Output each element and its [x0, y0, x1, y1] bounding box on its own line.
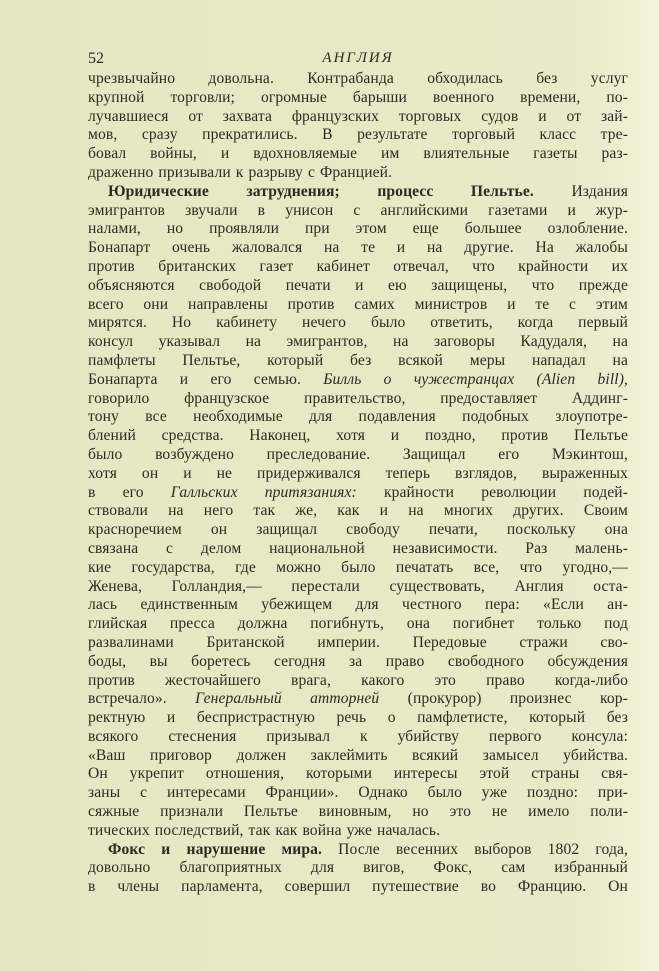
text-run: против британских газет кабинет отвечал, что крайности их: [88, 257, 628, 275]
page-header: [88, 50, 628, 70]
text-line: [88, 277, 628, 296]
text-line: [88, 765, 628, 784]
text-line: [88, 634, 628, 653]
text-run: Бонапарт очень жаловался на те и на другие. На жалобы: [88, 239, 628, 257]
text-line: [88, 258, 628, 277]
text-run: Женева, Голландия,— перестали существовать, Англия оста-: [88, 577, 628, 595]
text-run: После весенних выборов 1802 года,: [322, 840, 628, 858]
text-line: [88, 521, 628, 540]
text-run: глийская пресса должна погибнуть, она погибнет только под: [88, 615, 628, 633]
text-run: Бонапарта и его семью.: [88, 370, 324, 388]
text-run: всего они направлены против самих министров и те с этим: [88, 295, 628, 313]
text-run: памфлеты Пельтье, который без всякой меры нападал на: [88, 351, 628, 369]
text-line: [88, 690, 628, 709]
text-run: лучавшиеся от захвата французских торговых судов и от зай-: [88, 107, 628, 125]
text-run: было возбуждено преследование. Защищал его Мэкинтош,: [88, 445, 628, 463]
text-run: крайности революции подей-: [356, 483, 629, 501]
text-run: боды, вы боретесь сегодня за право свободного обсуждения: [88, 652, 628, 670]
italic-term: Галльских притязаниях:: [170, 483, 357, 501]
italic-term: Билль о чужестранцах (Alien bill): [323, 370, 624, 388]
text-run: чрезвычайно довольна. Контрабанда обходилась без услуг: [88, 70, 628, 87]
text-run: тических последствий, так как война уже началась.: [88, 821, 441, 839]
text-line: [88, 446, 628, 465]
text-run: в его: [88, 483, 171, 501]
text-line: [88, 164, 628, 183]
text-line: [88, 653, 628, 672]
text-line: [88, 784, 628, 803]
text-run: налами, но проявляли при этом еще большее озлобление.: [88, 220, 628, 238]
body-text: [88, 70, 628, 897]
text-line: [88, 427, 628, 446]
text-line: [88, 202, 628, 221]
text-line: [88, 878, 628, 897]
text-line: [88, 841, 628, 860]
text-run: мов, сразу прекратились. В результате торговый класс тре-: [88, 126, 628, 144]
text-run: блений средства. Наконец, хотя и поздно, против Пельтье: [88, 427, 628, 445]
text-line: [88, 709, 628, 728]
text-run: тону все необходимые для подавления подобных злоупотре-: [88, 408, 628, 426]
text-run: ,: [624, 370, 628, 388]
text-line: [88, 108, 628, 127]
text-line: [88, 296, 628, 315]
text-line: [88, 371, 628, 390]
italic-term: Генеральный атторней: [195, 690, 380, 708]
text-line: [88, 728, 628, 747]
text-line: [88, 352, 628, 371]
text-line: [88, 578, 628, 597]
text-line: [88, 803, 628, 822]
text-line: [88, 672, 628, 691]
section-heading: Юридические затруднения; процесс Пельтье.: [108, 182, 534, 200]
text-line: [88, 596, 628, 615]
text-run: лась единственным убежищем для честного пера: «Если ан-: [88, 596, 628, 614]
section-heading: Фокс и нарушение мира.: [108, 840, 323, 858]
text-run: хотя он и не придерживался теперь взглядов, выраженных: [88, 464, 628, 482]
text-run: в члены парламента, совершил путешествие во Францию. Он: [88, 878, 628, 896]
text-line: [88, 183, 628, 202]
text-run: Издания: [533, 182, 628, 200]
text-line: [88, 559, 628, 578]
text-line: [88, 145, 628, 164]
page-number: 52: [88, 50, 104, 67]
text-run: против жесточайшего врага, какого это право когда-либо: [88, 671, 628, 689]
running-title: АНГЛИЯ: [322, 50, 394, 66]
text-line: [88, 314, 628, 333]
text-line: [88, 502, 628, 521]
text-line: [88, 859, 628, 878]
text-run: всякого стеснения призывал к убийству первого консула:: [88, 727, 628, 745]
text-run: драженно призывали к разрыву с Францией.: [88, 163, 393, 181]
text-line: [88, 89, 628, 108]
text-run: ректную и беспристрастную речь о памфлетисте, который без: [88, 709, 628, 727]
text-run: объясняются свободой печати и ею защищены, что прежде: [88, 276, 628, 294]
text-line: [88, 484, 628, 503]
text-line: [88, 822, 628, 841]
text-run: эмигрантов звучали в унисон с английскими газетами и жур-: [88, 201, 628, 219]
text-run: красноречием он защищал свободу печати, поскольку она: [88, 521, 628, 539]
text-line: [88, 408, 628, 427]
text-run: «Ваш приговор должен заклеймить всякий замысел убийства.: [88, 746, 628, 764]
text-run: связана с делом национальной независимости. Раз малень-: [88, 539, 628, 557]
text-line: [88, 333, 628, 352]
text-run: довольно благоприятных для вигов, Фокс, сам избранный: [88, 859, 628, 877]
text-run: (прокурор) произнес кор-: [379, 690, 628, 708]
text-line: [88, 239, 628, 258]
text-line: [88, 70, 628, 89]
text-run: заны с интересами Франции». Однако было уже поздно: при-: [88, 784, 628, 802]
text-run: бовал войны, и вдохновляемые им влиятельные газеты раз-: [88, 145, 628, 163]
text-run: консул указывал на эмигрантов, на заговоры Кадудаля, на: [88, 333, 628, 351]
text-line: [88, 390, 628, 409]
text-run: Он укрепит отношения, которыми интересы этой страны свя-: [88, 765, 628, 783]
text-run: говорило французское правительство, предоставляет Аддинг-: [88, 389, 628, 407]
text-run: развалинами Британской империи. Передовые стражи сво-: [88, 633, 628, 651]
text-line: [88, 540, 628, 559]
text-line: [88, 615, 628, 634]
text-line: [88, 747, 628, 766]
text-run: кие государства, где можно было печатать все, что угодно,—: [88, 558, 628, 576]
text-run: встречало».: [88, 690, 196, 708]
text-run: ствовали на него так же, как и на многих других. Своим: [88, 502, 628, 520]
text-run: мирятся. Но кабинету нечего было ответить, когда первый: [88, 314, 628, 332]
text-line: [88, 220, 628, 239]
text-run: крупной торговли; огромные барыши военного времени, по-: [88, 88, 628, 106]
text-line: [88, 465, 628, 484]
text-line: [88, 126, 628, 145]
text-run: сяжные признали Пельтье виновным, но это не имело поли-: [88, 803, 628, 821]
